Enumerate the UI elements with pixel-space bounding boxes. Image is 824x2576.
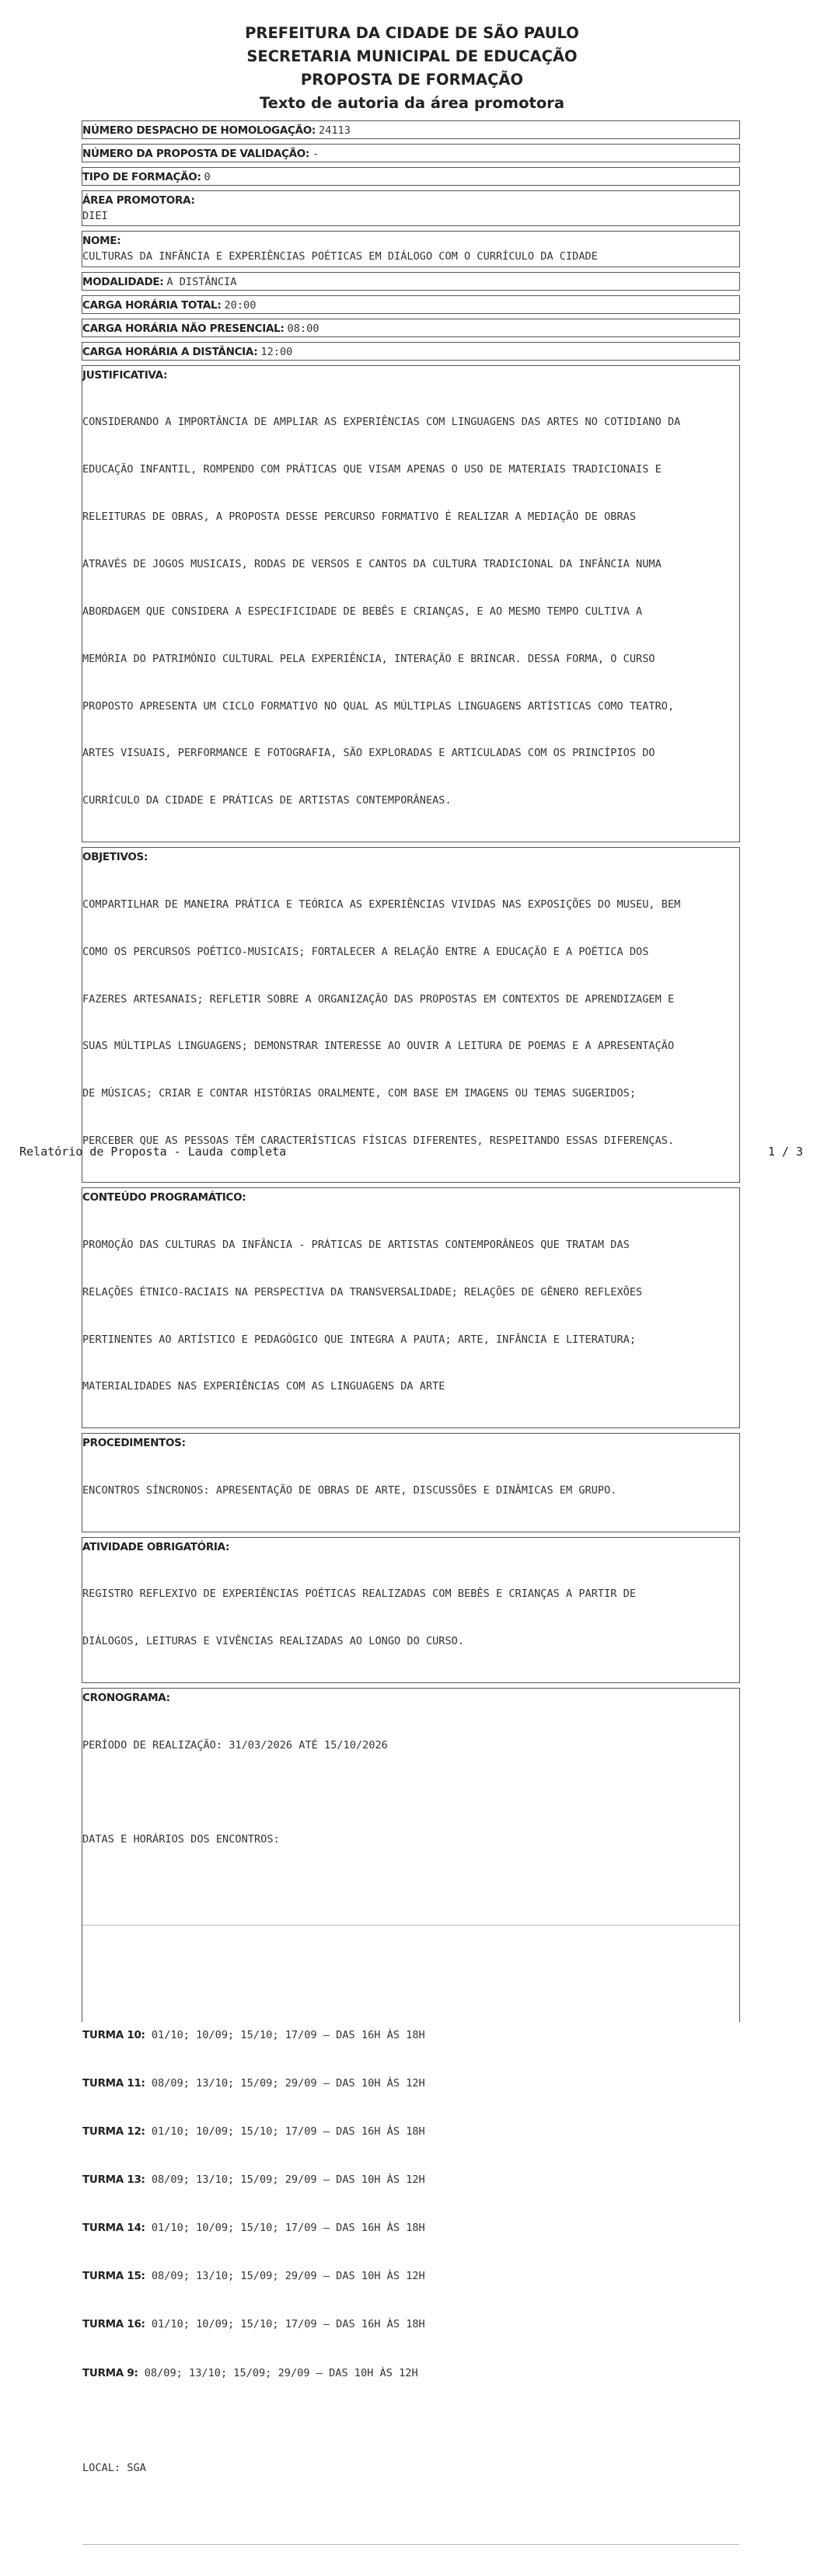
field-label: NÚMERO DA PROPOSTA DE VALIDAÇÃO: (82, 148, 310, 160)
field-label: ATIVIDADE OBRIGATÓRIA: (82, 1540, 230, 1553)
text-line: RELEITURAS DE OBRAS, A PROPOSTA DESSE PERCURSO FORMATIVO É REALIZAR A MEDIAÇÃO DE OBRAS (82, 510, 637, 523)
text-line: COMO OS PERCURSOS POÉTICO-MUSICAIS; FORTALECER A RELAÇÃO ENTRE A EDUCAÇÃO E A POÉTICA DOS (82, 945, 649, 958)
field-label: CARGA HORÁRIA A DISTÂNCIA: (82, 345, 258, 358)
field-value: 08:00 (287, 322, 319, 335)
turma-value: 08/09; 13/10; 15/09; 29/09 — DAS 10H ÀS 12H (151, 2077, 425, 2090)
turma-value: 08/09; 13/10; 15/09; 29/09 — DAS 10H ÀS 12H (151, 2270, 425, 2283)
header-line-3: PROPOSTA DE FORMAÇÃO (300, 71, 524, 89)
text-line: ARTES VISUAIS, PERFORMANCE E FOTOGRAFIA, SÃO EXPLORADAS E ARTICULADAS COM OS PRINCÍPIOS DO (82, 747, 655, 760)
turma-label: TURMA 15: (82, 2270, 145, 2283)
header-line-2: SECRETARIA MUNICIPAL DE EDUCAÇÃO (246, 47, 578, 65)
turma-value: 01/10; 10/09; 15/10; 17/09 — DAS 16H ÀS 18H (151, 2318, 425, 2331)
field-carga-total (82, 295, 740, 314)
separator (82, 2544, 739, 2545)
field-carga-nao-presencial (82, 319, 740, 337)
field-atividade (82, 1537, 740, 1683)
turma-value: 08/09; 13/10; 15/09; 29/09 — DAS 10H ÀS 12H (144, 2366, 418, 2379)
turma-line (82, 2365, 739, 2383)
text-line: ENCONTROS SÍNCRONOS: APRESENTAÇÃO DE OBRAS DE ARTE, DISCUSSÕES E DINÂMICAS EM GRUPO. (82, 1483, 617, 1497)
field-label: MODALIDADE: (82, 275, 164, 288)
field-validacao (82, 144, 740, 162)
field-despacho (82, 120, 740, 139)
field-label: CRONOGRAMA: (82, 1692, 170, 1705)
local-line: LOCAL: SGA (82, 2462, 146, 2475)
field-cronograma (82, 1688, 740, 2475)
turma-line (82, 2124, 739, 2141)
text-line: EDUCAÇÃO INFANTIL, ROMPENDO COM PRÁTICAS QUE VISAM APENAS O USO DE MATERIAIS TRADICIONAIS E (82, 463, 662, 476)
separator (82, 1925, 739, 1926)
field-objetivos (82, 847, 740, 1183)
turma-value: 01/10; 10/09; 15/10; 17/09 — DAS 16H ÀS 18H (151, 2222, 425, 2235)
field-value: 0 (204, 171, 211, 183)
field-label: NOME: (82, 235, 121, 248)
footer-title: Relatório de Proposta - Lauda completa (19, 1145, 287, 1159)
field-label: CARGA HORÁRIA NÃO PRESENCIAL: (82, 322, 285, 335)
field-justificativa (82, 365, 740, 843)
field-conteudo (82, 1187, 740, 1428)
field-value: 20:00 (224, 298, 257, 312)
text-line: PROMOÇÃO DAS CULTURAS DA INFÂNCIA - PRÁTICAS DE ARTISTAS CONTEMPORÂNEOS QUE TRATAM DAS (82, 1238, 630, 1251)
page-footer (19, 1145, 803, 1159)
text-line: MATERIALIDADES NAS EXPERIÊNCIAS COM AS LINGUAGENS DA ARTE (82, 1380, 445, 1393)
turma-value: 08/09; 13/10; 15/09; 29/09 — DAS 10H ÀS 12H (151, 2173, 425, 2187)
datas-title: DATAS E HORÁRIOS DOS ENCONTROS: (82, 1833, 280, 1846)
text-line: MEMÓRIA DO PATRIMÔNIO CULTURAL PELA EXPERIÊNCIA, INTERAÇÃO E BRINCAR. DESSA FORMA, O CURSO (82, 652, 655, 665)
turma-label: TURMA 10: (82, 2028, 145, 2041)
header-line-1: PREFEITURA DA CIDADE DE SÃO PAULO (245, 24, 579, 42)
objetivos-text (82, 865, 739, 1180)
field-value: A DISTÂNCIA (166, 275, 237, 288)
field-label: NÚMERO DESPACHO DE HOMOLOGAÇÃO: (82, 124, 316, 137)
text-line: FAZERES ARTESANAIS; REFLETIR SOBRE A ORGANIZAÇÃO DAS PROPOSTAS EM CONTEXTOS DE APRENDIZAGEM E (82, 992, 675, 1006)
field-tipo (82, 167, 740, 186)
text-line: ABORDAGEM QUE CONSIDERA A ESPECIFICIDADE DE BEBÊS E CRIANÇAS, E AO MESMO TEMPO CULTIVA A (82, 605, 643, 618)
turma-label: TURMA 16: (82, 2318, 145, 2331)
text-line: DIÁLOGOS, LEITURAS E VIVÊNCIAS REALIZADAS AO LONGO DO CURSO. (82, 1635, 465, 1648)
field-label: CONTEÚDO PROGRAMÁTICO: (82, 1191, 246, 1204)
form-content (82, 120, 740, 2475)
field-area (82, 190, 740, 226)
field-label: TIPO DE FORMAÇÃO: (82, 171, 201, 183)
turma-label: TURMA 13: (82, 2173, 145, 2187)
field-label: CARGA HORÁRIA TOTAL: (82, 298, 222, 312)
turma-line (82, 2220, 739, 2237)
turma-label: TURMA 14: (82, 2222, 145, 2235)
text-line: ATRAVÉS DE JOGOS MUSICAIS, RODAS DE VERSOS E CANTOS DA CULTURA TRADICIONAL DA INFÂNCIA NUMA (82, 557, 662, 570)
turma-value: 01/10; 10/09; 15/10; 17/09 — DAS 16H ÀS 18H (151, 2125, 425, 2139)
text-line: PROPOSTO APRESENTA UM CICLO FORMATIVO NO QUAL AS MÚLTIPLAS LINGUAGENS ARTÍSTICAS COMO TEATRO, (82, 699, 675, 713)
field-value: - (312, 148, 319, 160)
field-procedimentos (82, 1433, 740, 1532)
field-label: JUSTIFICATIVA: (82, 368, 168, 382)
text-line: PERTINENTES AO ARTÍSTICO E PEDAGÓGICO QUE INTEGRA A PAUTA; ARTE, INFÂNCIA E LITERATURA; (82, 1333, 637, 1346)
periodo-line: PERÍODO DE REALIZAÇÃO: 31/03/2026 ATÉ 15/10/2026 (82, 1738, 388, 1752)
text-line: REGISTRO REFLEXIVO DE EXPERIÊNCIAS POÉTICAS REALIZADAS COM BEBÊS E CRIANÇAS A PARTIR DE (82, 1588, 637, 1601)
text-line: DE MÚSICAS; CRIAR E CONTAR HISTÓRIAS ORALMENTE, COM BASE EM IMAGENS OU TEMAS SUGERIDOS; (82, 1087, 637, 1100)
text-line: RELAÇÕES ÉTNICO-RACIAIS NA PERSPECTIVA DA TRANSVERSALIDADE; RELAÇÕES DE GÊNERO REFLEXÕES (82, 1285, 643, 1298)
text-line: SUAS MÚLTIPLAS LINGUAGENS; DEMONSTRAR INTERESSE AO OUVIR A LEITURA DE POEMAS E A APRESENTAÇÃO (82, 1040, 675, 1053)
cronograma-text (82, 1706, 739, 2576)
text-line: PERCEBER QUE AS PESSOAS TÊM CARACTERÍSTICAS FÍSICAS DIFERENTES, RESPEITANDO ESSAS DIFERENÇAS. (82, 1135, 675, 1148)
field-value: CULTURAS DA INFÂNCIA E EXPERIÊNCIAS POÉTICAS EM DIÁLOGO COM O CURRÍCULO DA CIDADE (82, 250, 598, 263)
turma-line (82, 2316, 739, 2334)
field-modalidade (82, 272, 740, 291)
turma-line (82, 2076, 739, 2093)
turma-label: TURMA 11: (82, 2077, 145, 2090)
header-line-4: Texto de autoria da área promotora (259, 94, 565, 112)
turma-line (82, 2027, 739, 2044)
turma-label: TURMA 12: (82, 2125, 145, 2139)
turma-label: TURMA 9: (82, 2366, 138, 2379)
text-line: CONSIDERANDO A IMPORTÂNCIA DE AMPLIAR AS EXPERIÊNCIAS COM LINGUAGENS DAS ARTES NO COTIDIANO DA (82, 416, 681, 429)
turma-line (82, 2172, 739, 2189)
field-value: 24113 (319, 124, 351, 137)
field-value: DIEI (82, 210, 108, 222)
field-carga-distancia (82, 342, 740, 361)
document-header (0, 22, 824, 115)
text-line: CURRÍCULO DA CIDADE E PRÁTICAS DE ARTISTAS CONTEMPORÂNEAS. (82, 794, 452, 807)
field-label: OBJETIVOS: (82, 851, 148, 864)
procedimentos-text (82, 1451, 739, 1529)
page-number: 1 / 3 (767, 1145, 803, 1159)
atividade-text (82, 1555, 739, 1681)
justificativa-text (82, 383, 739, 841)
field-label: ÁREA PROMOTORA: (82, 194, 195, 207)
conteudo-text (82, 1205, 739, 1426)
field-nome (82, 231, 740, 267)
turma-line (82, 2268, 739, 2285)
field-value: 12:00 (260, 345, 293, 358)
text-line: COMPARTILHAR DE MANEIRA PRÁTICA E TEÓRICA AS EXPERIÊNCIAS VIVIDAS NAS EXPOSIÇÕES DO MUSEU, BEM (82, 898, 681, 911)
turma-value: 01/10; 10/09; 15/10; 17/09 — DAS 16H ÀS 18H (151, 2028, 425, 2041)
field-label: PROCEDIMENTOS: (82, 1437, 186, 1450)
